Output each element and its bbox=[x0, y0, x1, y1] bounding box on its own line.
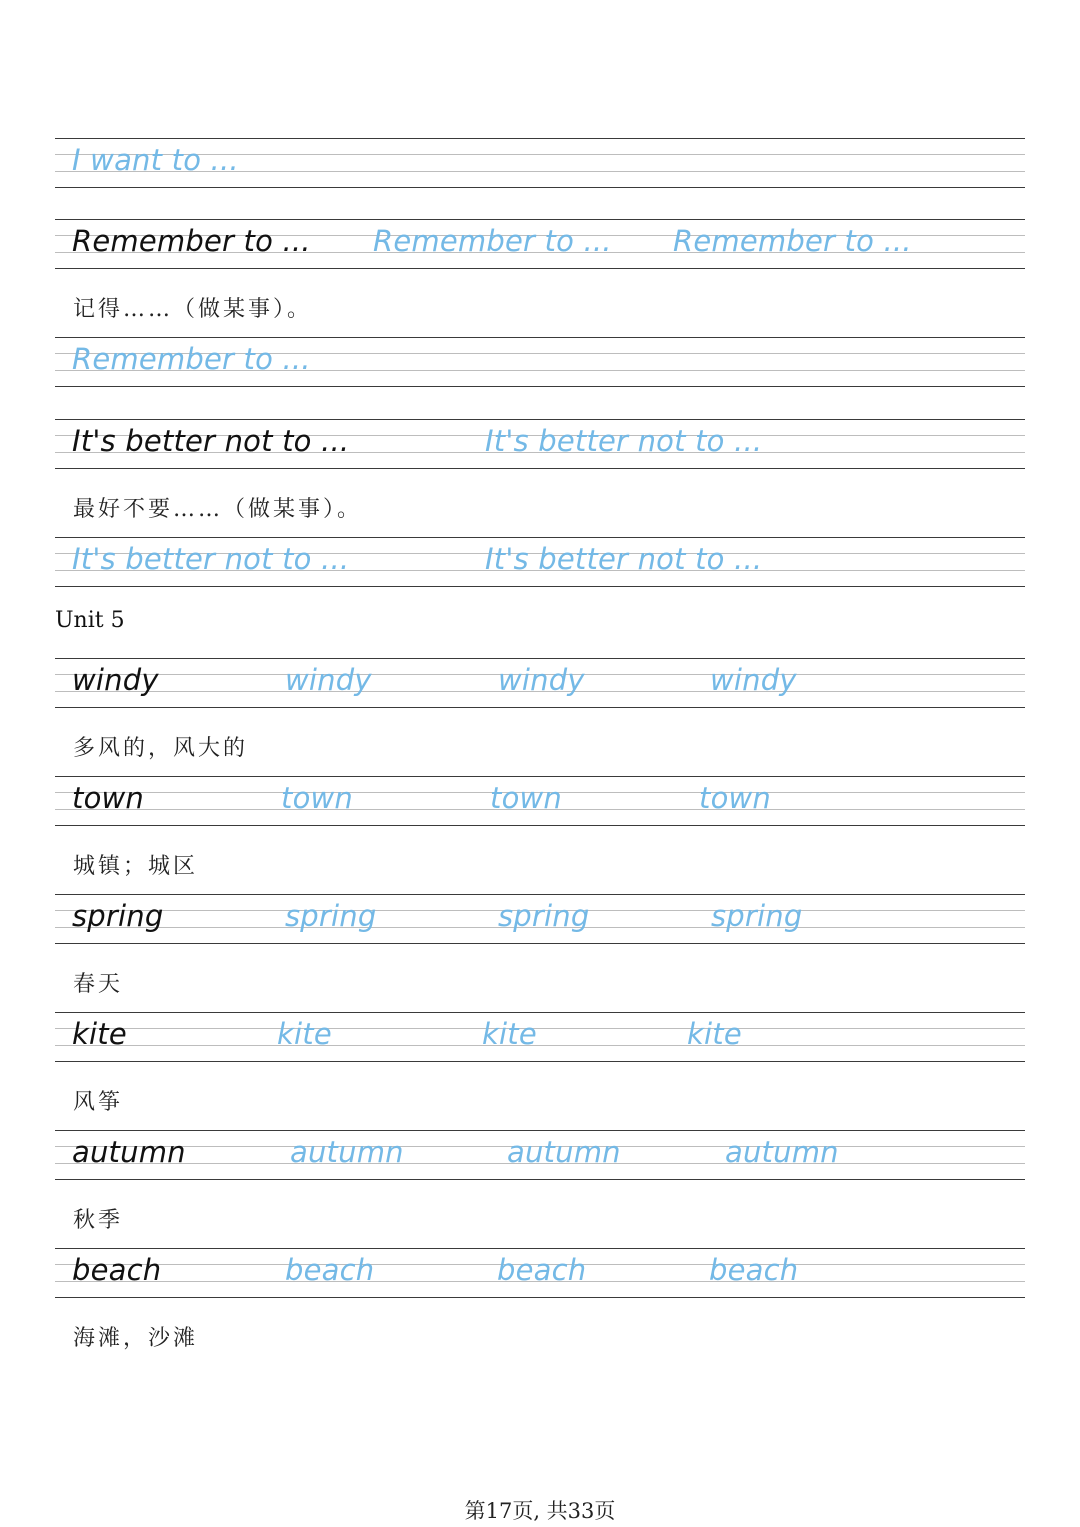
trace-word: kite bbox=[277, 1017, 332, 1051]
meaning-text: 最好不要……（做某事）。 bbox=[73, 497, 363, 522]
model-phrase: Remember to ... bbox=[72, 224, 311, 258]
meaning-text: 风筝 bbox=[73, 1090, 124, 1115]
writing-line bbox=[55, 337, 1025, 387]
writing-line bbox=[55, 1248, 1025, 1298]
trace-word: beach bbox=[497, 1253, 587, 1287]
trace-word: beach bbox=[709, 1253, 799, 1287]
model-word: kite bbox=[72, 1017, 127, 1051]
model-word: beach bbox=[72, 1253, 162, 1287]
trace-word: beach bbox=[285, 1253, 375, 1287]
trace-word: spring bbox=[498, 899, 590, 933]
meaning-text: 记得……（做某事）。 bbox=[73, 297, 313, 322]
trace-word: windy bbox=[285, 663, 372, 697]
trace-word: autumn bbox=[507, 1135, 621, 1169]
trace-word: town bbox=[699, 781, 772, 815]
trace-phrase: It's better not to ... bbox=[485, 424, 763, 458]
trace-phrase: Remember to ... bbox=[72, 342, 311, 376]
model-word: windy bbox=[72, 663, 159, 697]
unit-heading: Unit 5 bbox=[55, 608, 125, 633]
model-word: spring bbox=[72, 899, 164, 933]
writing-line bbox=[55, 219, 1025, 269]
trace-phrase: Remember to ... bbox=[373, 224, 612, 258]
writing-line bbox=[55, 894, 1025, 944]
writing-line bbox=[55, 776, 1025, 826]
trace-word: windy bbox=[498, 663, 585, 697]
trace-phrase: Remember to ... bbox=[673, 224, 912, 258]
writing-line bbox=[55, 658, 1025, 708]
model-word: town bbox=[72, 781, 145, 815]
writing-line bbox=[55, 537, 1025, 587]
trace-word: windy bbox=[710, 663, 797, 697]
trace-word: kite bbox=[687, 1017, 742, 1051]
meaning-text: 城镇；城区 bbox=[73, 854, 199, 879]
trace-phrase: I want to ... bbox=[72, 143, 239, 177]
writing-line bbox=[55, 1130, 1025, 1180]
page-number: 第17页, 共33页 bbox=[464, 1499, 616, 1523]
meaning-text: 秋季 bbox=[73, 1208, 124, 1233]
meaning-text: 多风的，风大的 bbox=[73, 736, 249, 761]
trace-word: kite bbox=[482, 1017, 537, 1051]
model-word: autumn bbox=[72, 1135, 186, 1169]
writing-line bbox=[55, 419, 1025, 469]
trace-word: spring bbox=[285, 899, 377, 933]
trace-phrase: It's better not to ... bbox=[72, 542, 350, 576]
meaning-text: 海滩，沙滩 bbox=[73, 1326, 199, 1351]
trace-word: autumn bbox=[290, 1135, 404, 1169]
meaning-text: 春天 bbox=[73, 972, 124, 997]
trace-word: town bbox=[490, 781, 563, 815]
model-phrase: It's better not to ... bbox=[72, 424, 350, 458]
writing-line bbox=[55, 1012, 1025, 1062]
trace-word: spring bbox=[711, 899, 803, 933]
trace-phrase: It's better not to ... bbox=[485, 542, 763, 576]
trace-word: autumn bbox=[725, 1135, 839, 1169]
writing-line bbox=[55, 138, 1025, 188]
trace-word: town bbox=[281, 781, 354, 815]
